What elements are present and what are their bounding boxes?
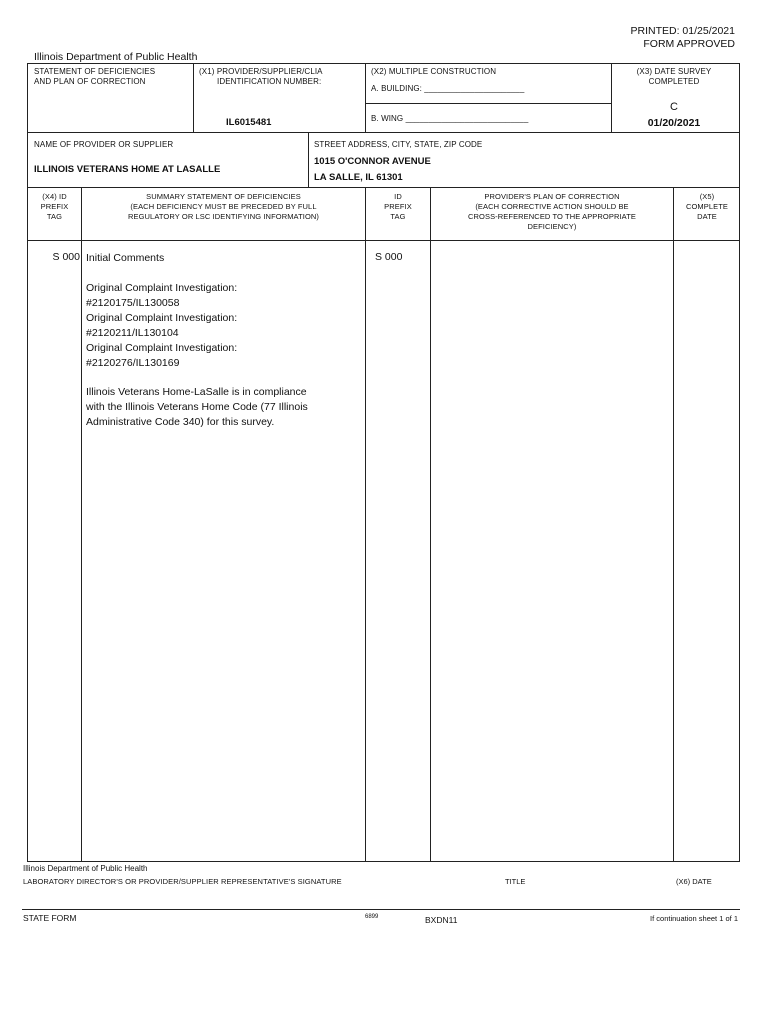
rule-v-address <box>308 132 309 187</box>
summary-line: Original Complaint Investigation: <box>86 312 238 324</box>
summary-line: with the Illinois Veterans Home Code (77 Illinois <box>86 401 308 413</box>
agency-name: Illinois Department of Public Health <box>34 51 198 63</box>
rule-v-x3 <box>611 63 612 132</box>
title-label: TITLE <box>505 877 526 886</box>
summary-line: Administrative Code 340) for this survey. <box>86 416 275 428</box>
rule-v-col3 <box>430 187 431 862</box>
x2-wing: B. WING ___________________________ <box>371 114 529 123</box>
summary-line: #2120175/IL130058 <box>86 297 180 309</box>
rule-x2-split <box>365 103 611 104</box>
address-line1: 1015 O'CONNOR AVENUE <box>314 156 431 167</box>
footer-agency: Illinois Department of Public Health <box>23 864 148 873</box>
event-id: BXDN11 <box>425 915 458 925</box>
printed-date: PRINTED: 01/25/2021 <box>630 25 735 37</box>
state-form-label: STATE FORM <box>23 913 77 923</box>
header-x4-prefix-tag: (X4) ID PREFIX TAG <box>40 192 69 221</box>
provider-name: ILLINOIS VETERANS HOME AT LASALLE <box>34 164 221 175</box>
deficiency-tag-right: S 000 <box>375 251 403 263</box>
rule-headers-bottom <box>27 240 740 241</box>
header-summary-statement: SUMMARY STATEMENT OF DEFICIENCIES (EACH DEFICIENCY MUST BE PRECEDED BY FULL REGULATORY OR LSC IDENTIFYING INFORMATION) <box>127 192 320 221</box>
form-approved: FORM APPROVED <box>643 38 735 50</box>
summary-line <box>86 266 361 281</box>
summary-line: #2120276/IL130169 <box>86 357 180 369</box>
x2-building: A. BUILDING: ______________________ <box>371 84 525 93</box>
signature-line <box>22 909 740 910</box>
rule-v-col1 <box>81 187 82 862</box>
rule-v-x1 <box>193 63 194 132</box>
header-x5-complete-date: (X5) COMPLETE DATE <box>685 192 729 221</box>
rule-v-col4 <box>673 187 674 862</box>
x3-survey-date: 01/20/2021 <box>647 117 701 129</box>
rule-provider-bottom <box>27 187 740 188</box>
x3-survey-code: C <box>670 101 678 113</box>
statement-label: STATEMENT OF DEFICIENCIES AND PLAN OF CORRECTION <box>34 67 156 86</box>
form-code: 6899 <box>365 914 379 920</box>
signature-label: LABORATORY DIRECTOR'S OR PROVIDER/SUPPLIER REPRESENTATIVE'S SIGNATURE <box>23 877 342 886</box>
x6-date-label: (X6) DATE <box>676 877 712 886</box>
summary-line: #2120211/IL130104 <box>86 327 179 339</box>
rule-v-col2 <box>365 187 366 862</box>
summary-line: Original Complaint Investigation: <box>86 342 238 354</box>
address-label: STREET ADDRESS, CITY, STATE, ZIP CODE <box>314 140 483 149</box>
header-id-prefix-tag: ID PREFIX TAG <box>384 192 412 221</box>
x1-id-number: IL6015481 <box>226 117 272 128</box>
rule-v-x2 <box>365 63 366 132</box>
rule-top-row-bottom <box>27 132 740 133</box>
x1-label: (X1) PROVIDER/SUPPLIER/CLIA IDENTIFICATION NUMBER: <box>199 67 323 86</box>
summary-line: Illinois Veterans Home-LaSalle is in compliance <box>86 386 307 398</box>
continuation-sheet: If continuation sheet 1 of 1 <box>650 914 738 923</box>
deficiency-summary-text <box>86 251 361 430</box>
x2-label: (X2) MULTIPLE CONSTRUCTION <box>371 67 497 76</box>
summary-line: Initial Comments <box>86 252 165 264</box>
address-line2: LA SALLE, IL 61301 <box>314 172 403 183</box>
provider-name-label: NAME OF PROVIDER OR SUPPLIER <box>34 140 174 149</box>
summary-line: Original Complaint Investigation: <box>86 282 238 294</box>
summary-line <box>86 371 361 385</box>
x3-label: (X3) DATE SURVEY COMPLETED <box>636 67 712 86</box>
deficiency-tag-left: S 000 <box>52 251 80 263</box>
header-plan-of-correction: PROVIDER'S PLAN OF CORRECTION (EACH CORRECTIVE ACTION SHOULD BE CROSS-REFERENCED TO THE APPROPRIATE DEFICIENCY) <box>468 192 636 231</box>
